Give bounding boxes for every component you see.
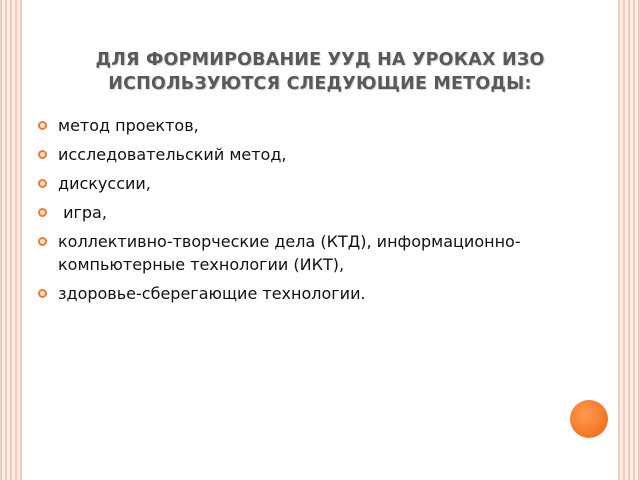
bullet-item	[38, 114, 578, 137]
bullet-circle-icon	[38, 179, 47, 188]
bullet-item	[38, 201, 578, 224]
bullet-circle-icon	[38, 289, 47, 298]
bullet-text: метод проектов,	[58, 116, 199, 135]
bullet-text: коллективно-творческие дела (КТД), информационно-компьютерные технологии (ИКТ),	[58, 232, 521, 274]
bullet-text: игра,	[58, 203, 107, 222]
left-decorative-stripe	[0, 0, 22, 480]
bullet-item	[38, 282, 578, 305]
bullet-circle-icon	[38, 237, 47, 246]
bullet-circle-icon	[38, 150, 47, 159]
bullet-circle-icon	[38, 208, 47, 217]
slide-title: ДЛЯ ФОРМИРОВАНИЕ УУД НА УРОКАХ ИЗО ИСПОЛЬЗУЮТСЯ СЛЕДУЮЩИЕ МЕТОДЫ:	[95, 50, 545, 94]
bullet-text: дискуссии,	[58, 174, 151, 193]
bullet-text: здоровье-сберегающие технологии.	[58, 284, 366, 303]
bullet-circle-icon	[38, 121, 47, 130]
bullet-list	[38, 114, 578, 311]
right-decorative-stripe	[618, 0, 640, 480]
bullet-item	[38, 230, 578, 276]
bullet-item	[38, 172, 578, 195]
bullet-item	[38, 143, 578, 166]
bullet-text: исследовательский метод,	[58, 145, 287, 164]
orange-circle-decoration	[570, 400, 608, 438]
